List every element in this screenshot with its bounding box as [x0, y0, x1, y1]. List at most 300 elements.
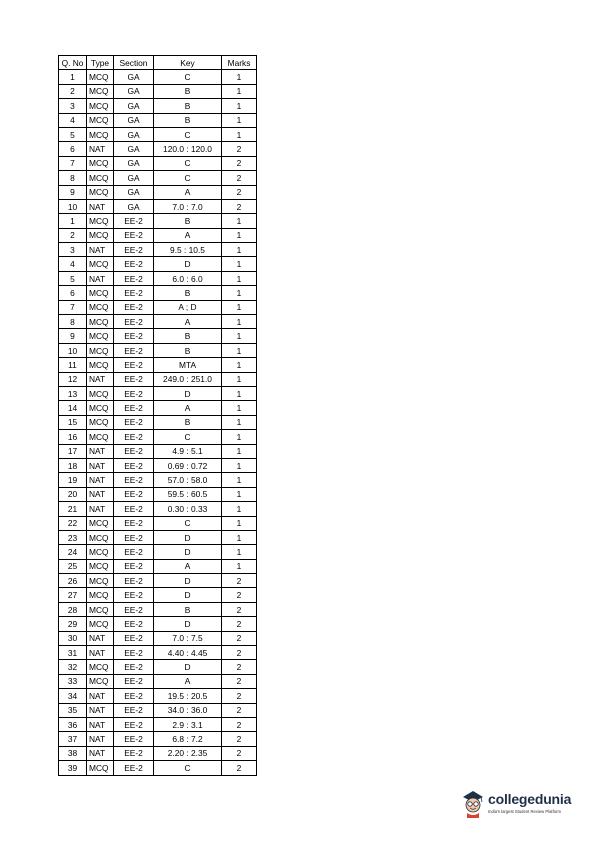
cell-type: NAT: [87, 703, 114, 717]
cell-section: EE-2: [114, 574, 154, 588]
cell-section: EE-2: [114, 746, 154, 760]
table-row: [59, 401, 257, 415]
cell-section: EE-2: [114, 588, 154, 602]
cell-section: EE-2: [114, 458, 154, 472]
cell-qno: 33: [59, 674, 87, 688]
cell-type: NAT: [87, 444, 114, 458]
cell-key: 7.0 : 7.5: [154, 631, 222, 645]
cell-section: EE-2: [114, 329, 154, 343]
cell-section: EE-2: [114, 530, 154, 544]
cell-section: EE-2: [114, 343, 154, 357]
cell-qno: 35: [59, 703, 87, 717]
cell-section: EE-2: [114, 487, 154, 501]
cell-marks: 2: [222, 660, 257, 674]
cell-key: C: [154, 430, 222, 444]
cell-qno: 5: [59, 127, 87, 141]
cell-section: EE-2: [114, 257, 154, 271]
table-row: [59, 516, 257, 530]
cell-type: NAT: [87, 646, 114, 660]
cell-key: D: [154, 386, 222, 400]
cell-qno: 7: [59, 156, 87, 170]
cell-marks: 1: [222, 99, 257, 113]
cell-marks: 1: [222, 530, 257, 544]
cell-section: GA: [114, 127, 154, 141]
cell-marks: 2: [222, 717, 257, 731]
table-row: [59, 99, 257, 113]
cell-qno: 13: [59, 386, 87, 400]
cell-marks: 1: [222, 545, 257, 559]
cell-marks: 1: [222, 70, 257, 84]
header-type: Type: [87, 56, 114, 70]
cell-section: EE-2: [114, 646, 154, 660]
cell-section: EE-2: [114, 386, 154, 400]
cell-section: GA: [114, 113, 154, 127]
cell-key: C: [154, 127, 222, 141]
cell-marks: 1: [222, 415, 257, 429]
cell-marks: 1: [222, 300, 257, 314]
cell-qno: 6: [59, 286, 87, 300]
cell-section: EE-2: [114, 372, 154, 386]
cell-key: A ; D: [154, 300, 222, 314]
table-row: [59, 674, 257, 688]
table-body: [59, 70, 257, 775]
cell-marks: 2: [222, 746, 257, 760]
cell-qno: 16: [59, 430, 87, 444]
cell-section: GA: [114, 199, 154, 213]
cell-section: EE-2: [114, 761, 154, 775]
cell-key: C: [154, 70, 222, 84]
cell-key: B: [154, 99, 222, 113]
cell-qno: 26: [59, 574, 87, 588]
cell-type: MCQ: [87, 113, 114, 127]
table-row: [59, 315, 257, 329]
cell-section: EE-2: [114, 732, 154, 746]
cell-type: NAT: [87, 732, 114, 746]
cell-key: A: [154, 228, 222, 242]
cell-marks: 2: [222, 142, 257, 156]
table-row: [59, 142, 257, 156]
table-row: [59, 286, 257, 300]
cell-type: NAT: [87, 458, 114, 472]
table-row: [59, 602, 257, 616]
cell-section: EE-2: [114, 228, 154, 242]
cell-type: MCQ: [87, 70, 114, 84]
cell-key: A: [154, 315, 222, 329]
table-row: [59, 746, 257, 760]
cell-type: MCQ: [87, 185, 114, 199]
cell-marks: 1: [222, 386, 257, 400]
cell-section: EE-2: [114, 703, 154, 717]
table-row: [59, 257, 257, 271]
cell-marks: 2: [222, 674, 257, 688]
table-row: [59, 199, 257, 213]
cell-type: MCQ: [87, 430, 114, 444]
cell-section: GA: [114, 99, 154, 113]
cell-section: EE-2: [114, 271, 154, 285]
table-row: [59, 487, 257, 501]
cell-key: D: [154, 257, 222, 271]
table-row: [59, 689, 257, 703]
table-row: [59, 329, 257, 343]
cell-marks: 1: [222, 487, 257, 501]
cell-section: EE-2: [114, 243, 154, 257]
cell-qno: 32: [59, 660, 87, 674]
cell-marks: 2: [222, 199, 257, 213]
cell-section: EE-2: [114, 415, 154, 429]
cell-qno: 1: [59, 214, 87, 228]
cell-section: EE-2: [114, 315, 154, 329]
cell-section: GA: [114, 84, 154, 98]
cell-type: MCQ: [87, 617, 114, 631]
cell-type: MCQ: [87, 329, 114, 343]
table-row: [59, 243, 257, 257]
table-row: [59, 84, 257, 98]
table-row: [59, 617, 257, 631]
cell-key: B: [154, 343, 222, 357]
cell-type: MCQ: [87, 761, 114, 775]
table-row: [59, 545, 257, 559]
cell-marks: 1: [222, 113, 257, 127]
cell-qno: 17: [59, 444, 87, 458]
cell-type: MCQ: [87, 516, 114, 530]
cell-key: A: [154, 559, 222, 573]
cell-type: MCQ: [87, 214, 114, 228]
table-row: [59, 473, 257, 487]
cell-type: MCQ: [87, 660, 114, 674]
cell-type: NAT: [87, 631, 114, 645]
collegedunia-logo: [460, 788, 575, 822]
cell-section: EE-2: [114, 559, 154, 573]
cell-key: 9.5 : 10.5: [154, 243, 222, 257]
cell-key: D: [154, 660, 222, 674]
cell-type: MCQ: [87, 358, 114, 372]
cell-key: A: [154, 401, 222, 415]
cell-section: EE-2: [114, 602, 154, 616]
table-row: [59, 717, 257, 731]
cell-qno: 12: [59, 372, 87, 386]
cell-type: MCQ: [87, 674, 114, 688]
cell-type: MCQ: [87, 315, 114, 329]
table-row: [59, 271, 257, 285]
cell-type: MCQ: [87, 127, 114, 141]
cell-marks: 1: [222, 444, 257, 458]
table-row: [59, 588, 257, 602]
cell-key: B: [154, 113, 222, 127]
cell-marks: 1: [222, 502, 257, 516]
cell-marks: 2: [222, 732, 257, 746]
cell-section: EE-2: [114, 300, 154, 314]
cell-qno: 14: [59, 401, 87, 415]
cell-qno: 4: [59, 257, 87, 271]
table-row: [59, 300, 257, 314]
cell-marks: 2: [222, 602, 257, 616]
cell-section: EE-2: [114, 717, 154, 731]
cell-marks: 2: [222, 631, 257, 645]
cell-type: NAT: [87, 746, 114, 760]
cell-type: MCQ: [87, 99, 114, 113]
cell-qno: 5: [59, 271, 87, 285]
cell-key: B: [154, 602, 222, 616]
cell-marks: 1: [222, 243, 257, 257]
cell-qno: 8: [59, 171, 87, 185]
cell-key: 19.5 : 20.5: [154, 689, 222, 703]
cell-qno: 2: [59, 228, 87, 242]
header-key: Key: [154, 56, 222, 70]
cell-type: MCQ: [87, 171, 114, 185]
cell-qno: 7: [59, 300, 87, 314]
cell-marks: 1: [222, 372, 257, 386]
cell-section: EE-2: [114, 286, 154, 300]
cell-qno: 2: [59, 84, 87, 98]
cell-key: D: [154, 617, 222, 631]
table-row: [59, 732, 257, 746]
cell-qno: 31: [59, 646, 87, 660]
cell-qno: 39: [59, 761, 87, 775]
table-row: [59, 214, 257, 228]
cell-section: EE-2: [114, 516, 154, 530]
cell-key: 120.0 : 120.0: [154, 142, 222, 156]
cell-type: MCQ: [87, 559, 114, 573]
brand-name: collegedunia: [488, 791, 572, 807]
table-row: [59, 502, 257, 516]
cell-key: 6.8 : 7.2: [154, 732, 222, 746]
cell-qno: 20: [59, 487, 87, 501]
cell-qno: 10: [59, 199, 87, 213]
cell-type: MCQ: [87, 257, 114, 271]
cell-key: 59.5 : 60.5: [154, 487, 222, 501]
cell-key: C: [154, 516, 222, 530]
cell-type: NAT: [87, 502, 114, 516]
cell-qno: 22: [59, 516, 87, 530]
cell-marks: 1: [222, 559, 257, 573]
cell-marks: 2: [222, 703, 257, 717]
cell-section: GA: [114, 156, 154, 170]
cell-marks: 1: [222, 127, 257, 141]
cell-qno: 37: [59, 732, 87, 746]
cell-key: 2.20 : 2.35: [154, 746, 222, 760]
cell-qno: 18: [59, 458, 87, 472]
cell-qno: 4: [59, 113, 87, 127]
cell-qno: 28: [59, 602, 87, 616]
cell-type: NAT: [87, 199, 114, 213]
cell-section: EE-2: [114, 214, 154, 228]
cell-qno: 36: [59, 717, 87, 731]
cell-type: MCQ: [87, 401, 114, 415]
cell-key: 0.30 : 0.33: [154, 502, 222, 516]
cell-type: NAT: [87, 473, 114, 487]
cell-qno: 10: [59, 343, 87, 357]
table-row: [59, 372, 257, 386]
table-row: [59, 343, 257, 357]
cell-key: D: [154, 588, 222, 602]
table-row: [59, 660, 257, 674]
table-row: [59, 415, 257, 429]
cell-type: MCQ: [87, 588, 114, 602]
cell-key: C: [154, 171, 222, 185]
cell-marks: 2: [222, 761, 257, 775]
cell-section: EE-2: [114, 545, 154, 559]
cell-section: EE-2: [114, 674, 154, 688]
cell-section: EE-2: [114, 660, 154, 674]
mascot-icon: [460, 788, 486, 818]
cell-section: EE-2: [114, 358, 154, 372]
cell-key: B: [154, 214, 222, 228]
cell-marks: 2: [222, 156, 257, 170]
cell-key: 249.0 : 251.0: [154, 372, 222, 386]
cell-marks: 1: [222, 358, 257, 372]
table-row: [59, 386, 257, 400]
cell-key: B: [154, 329, 222, 343]
cell-qno: 27: [59, 588, 87, 602]
table-row: [59, 156, 257, 170]
cell-type: MCQ: [87, 228, 114, 242]
cell-type: MCQ: [87, 300, 114, 314]
cell-section: GA: [114, 185, 154, 199]
cell-key: 34.0 : 36.0: [154, 703, 222, 717]
cell-marks: 2: [222, 171, 257, 185]
header-section: Section: [114, 56, 154, 70]
cell-type: MCQ: [87, 343, 114, 357]
cell-type: NAT: [87, 689, 114, 703]
cell-qno: 24: [59, 545, 87, 559]
table-row: [59, 458, 257, 472]
cell-marks: 1: [222, 401, 257, 415]
cell-marks: 1: [222, 430, 257, 444]
cell-type: MCQ: [87, 286, 114, 300]
header-qno: Q. No: [59, 56, 87, 70]
cell-qno: 11: [59, 358, 87, 372]
cell-key: B: [154, 84, 222, 98]
cell-marks: 1: [222, 473, 257, 487]
table-row: [59, 228, 257, 242]
cell-qno: 19: [59, 473, 87, 487]
cell-type: MCQ: [87, 574, 114, 588]
cell-type: NAT: [87, 271, 114, 285]
table-row: [59, 646, 257, 660]
cell-marks: 1: [222, 458, 257, 472]
cell-section: GA: [114, 70, 154, 84]
table-row: [59, 559, 257, 573]
brand-tagline: India's largest Student Review Platform: [488, 809, 561, 814]
cell-marks: 1: [222, 343, 257, 357]
cell-section: GA: [114, 171, 154, 185]
cell-marks: 2: [222, 574, 257, 588]
cell-key: B: [154, 286, 222, 300]
table-row: [59, 703, 257, 717]
cell-marks: 1: [222, 315, 257, 329]
cell-key: A: [154, 185, 222, 199]
cell-section: EE-2: [114, 444, 154, 458]
table-row: [59, 631, 257, 645]
cell-qno: 23: [59, 530, 87, 544]
table-row: [59, 113, 257, 127]
cell-type: MCQ: [87, 602, 114, 616]
cell-key: C: [154, 156, 222, 170]
cell-type: MCQ: [87, 530, 114, 544]
cell-type: NAT: [87, 142, 114, 156]
header-row: [59, 56, 257, 70]
cell-qno: 6: [59, 142, 87, 156]
cell-key: 2.9 : 3.1: [154, 717, 222, 731]
cell-type: MCQ: [87, 386, 114, 400]
cell-qno: 3: [59, 99, 87, 113]
cell-section: EE-2: [114, 473, 154, 487]
cell-marks: 1: [222, 214, 257, 228]
cell-key: 57.0 : 58.0: [154, 473, 222, 487]
cell-key: D: [154, 574, 222, 588]
cell-qno: 9: [59, 329, 87, 343]
table-row: [59, 127, 257, 141]
cell-type: MCQ: [87, 156, 114, 170]
table-row: [59, 70, 257, 84]
cell-qno: 1: [59, 70, 87, 84]
cell-key: 4.9 : 5.1: [154, 444, 222, 458]
cell-marks: 1: [222, 286, 257, 300]
cell-marks: 1: [222, 257, 257, 271]
cell-type: NAT: [87, 717, 114, 731]
cell-type: NAT: [87, 487, 114, 501]
cell-type: NAT: [87, 243, 114, 257]
cell-key: D: [154, 530, 222, 544]
cell-key: 6.0 : 6.0: [154, 271, 222, 285]
table-row: [59, 444, 257, 458]
table-row: [59, 530, 257, 544]
cell-qno: 30: [59, 631, 87, 645]
cell-qno: 9: [59, 185, 87, 199]
cell-qno: 21: [59, 502, 87, 516]
table-row: [59, 574, 257, 588]
table-row: [59, 761, 257, 775]
table-row: [59, 430, 257, 444]
cell-section: EE-2: [114, 689, 154, 703]
cell-qno: 38: [59, 746, 87, 760]
header-marks: Marks: [222, 56, 257, 70]
cell-key: D: [154, 545, 222, 559]
cell-section: EE-2: [114, 430, 154, 444]
cell-qno: 3: [59, 243, 87, 257]
cell-marks: 2: [222, 617, 257, 631]
cell-qno: 25: [59, 559, 87, 573]
cell-marks: 2: [222, 646, 257, 660]
cell-key: B: [154, 415, 222, 429]
cell-key: MTA: [154, 358, 222, 372]
cell-marks: 1: [222, 271, 257, 285]
cell-type: MCQ: [87, 84, 114, 98]
answer-key-table: [58, 55, 257, 776]
cell-marks: 1: [222, 84, 257, 98]
cell-key: 7.0 : 7.0: [154, 199, 222, 213]
table-row: [59, 358, 257, 372]
cell-section: GA: [114, 142, 154, 156]
cell-section: EE-2: [114, 631, 154, 645]
cell-marks: 2: [222, 588, 257, 602]
cell-type: MCQ: [87, 545, 114, 559]
cell-marks: 2: [222, 185, 257, 199]
table-row: [59, 185, 257, 199]
cell-marks: 1: [222, 228, 257, 242]
cell-key: A: [154, 674, 222, 688]
cell-marks: 2: [222, 689, 257, 703]
cell-key: 0.69 : 0.72: [154, 458, 222, 472]
cell-qno: 15: [59, 415, 87, 429]
cell-qno: 8: [59, 315, 87, 329]
cell-marks: 1: [222, 329, 257, 343]
table-row: [59, 171, 257, 185]
cell-section: EE-2: [114, 617, 154, 631]
cell-section: EE-2: [114, 502, 154, 516]
cell-type: MCQ: [87, 415, 114, 429]
cell-key: 4.40 : 4.45: [154, 646, 222, 660]
